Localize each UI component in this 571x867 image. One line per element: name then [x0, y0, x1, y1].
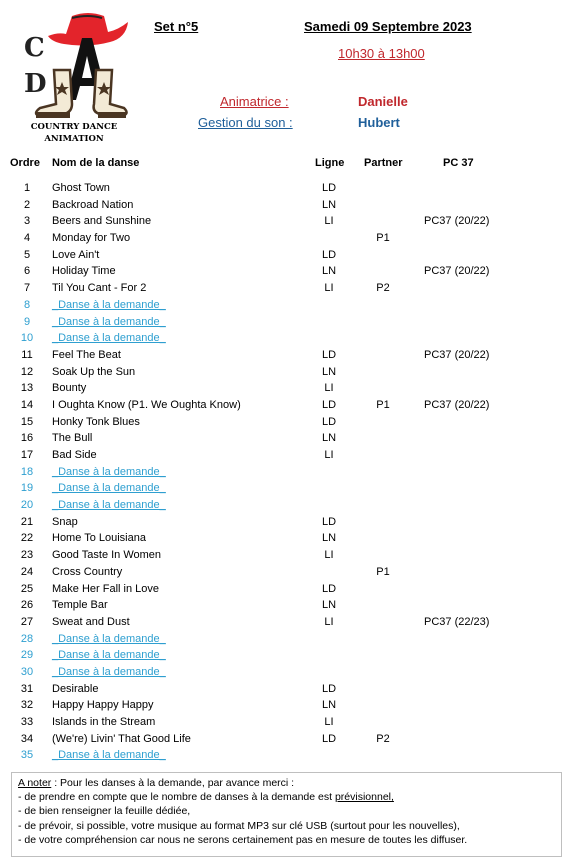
- dance-name: Make Her Fall in Love: [52, 582, 159, 595]
- col-header-ligne: Ligne: [315, 157, 345, 169]
- ligne-value: LN: [321, 265, 337, 278]
- row-number: 15: [20, 415, 34, 428]
- col-header-partner: Partner: [364, 157, 403, 169]
- ligne-value: LI: [324, 716, 334, 728]
- ligne-value: LD: [321, 348, 337, 361]
- table-row: [0, 564, 571, 581]
- dance-name: Bounty: [52, 382, 87, 395]
- table-row: [0, 314, 571, 331]
- row-number: 31: [20, 682, 34, 695]
- row-number: 16: [20, 432, 34, 445]
- ligne-value: LD: [321, 682, 337, 695]
- table-row: [0, 330, 571, 347]
- table-row: [0, 280, 571, 297]
- ligne-value: LD: [321, 182, 337, 194]
- logo-caption-2: ANIMATION: [44, 134, 104, 144]
- animatrice-value: Danielle: [358, 94, 408, 109]
- table-row: [0, 197, 571, 214]
- dance-name: Sweat and Dust: [52, 615, 130, 628]
- table-row: [0, 714, 571, 731]
- table-row: [0, 297, 571, 314]
- pc37-value: PC37 (20/22): [424, 398, 490, 411]
- note-intro: [18, 776, 555, 790]
- row-number: 34: [20, 732, 34, 745]
- dance-name: _Danse à la demande_: [52, 482, 166, 495]
- note-box: [11, 772, 562, 857]
- col-header-pc37: PC 37: [443, 157, 474, 169]
- dance-name: _Danse à la demande_: [52, 298, 166, 311]
- dance-name: Beers and Sunshine: [52, 215, 152, 228]
- ligne-value: LN: [321, 432, 337, 445]
- dance-name: Happy Happy Happy: [52, 699, 154, 712]
- row-number: 6: [23, 265, 31, 278]
- partner-value: P1: [376, 232, 390, 245]
- pc37-value: PC37 (20/22): [424, 265, 490, 278]
- row-number: 1: [23, 182, 31, 194]
- ligne-value: LD: [321, 398, 337, 411]
- row-number: 19: [20, 482, 34, 495]
- row-number: 21: [20, 515, 34, 528]
- table-row: [0, 681, 571, 698]
- note-title: A noter: [18, 777, 52, 789]
- table-row: [0, 247, 571, 264]
- dance-name: _Danse à la demande_: [52, 499, 166, 512]
- ligne-value: LD: [321, 248, 337, 261]
- ligne-value: LN: [321, 599, 337, 612]
- row-number: 29: [20, 649, 34, 662]
- table-row: [0, 697, 571, 714]
- note-line-2: - de bien renseigner la feuille dédiée,: [18, 805, 191, 818]
- dance-name: Desirable: [52, 682, 99, 695]
- dance-name: _Danse à la demande_: [52, 632, 166, 645]
- row-number: 32: [20, 699, 34, 712]
- partner-value: P1: [376, 565, 390, 578]
- ligne-value: LD: [321, 582, 337, 595]
- row-number: 18: [20, 465, 34, 478]
- table-row: [0, 597, 571, 614]
- partner-value: P1: [376, 398, 390, 411]
- table-row: [0, 414, 571, 431]
- table-row: [0, 747, 571, 764]
- set-number: Set n°5: [154, 19, 199, 34]
- dance-name: Good Taste In Women: [52, 549, 162, 562]
- dance-name: Monday for Two: [52, 232, 131, 245]
- table-row: [0, 480, 571, 497]
- table-row: [0, 430, 571, 447]
- event-date: Samedi 09 Septembre 2023: [304, 19, 472, 34]
- dance-name: _Danse à la demande_: [52, 332, 166, 345]
- dance-name: Cross Country: [52, 565, 123, 578]
- dance-list: [0, 180, 571, 764]
- table-row: [0, 647, 571, 664]
- row-number: 11: [21, 348, 33, 361]
- dance-name: Ghost Town: [52, 182, 110, 194]
- animatrice-label: Animatrice :: [220, 94, 289, 109]
- row-number: 2: [23, 198, 31, 211]
- dance-name: Soak Up the Sun: [52, 365, 136, 378]
- table-row: [0, 447, 571, 464]
- table-row: [0, 530, 571, 547]
- row-number: 13: [20, 382, 34, 395]
- table-row: [0, 180, 571, 197]
- ligne-value: LD: [321, 515, 337, 528]
- note-line-3: - de prévoir, si possible, votre musique au format MP3 sur clé USB (surtout pour les nouvelles),: [18, 819, 460, 832]
- table-row: [0, 581, 571, 598]
- dance-name: Home To Louisiana: [52, 532, 146, 545]
- table-row: [0, 547, 571, 564]
- dance-name: Bad Side: [52, 449, 97, 461]
- table-row: [0, 364, 571, 381]
- note-line-1: [18, 790, 555, 804]
- pc37-value: PC37 (20/22): [424, 348, 490, 361]
- pc37-value: PC37 (22/23): [424, 615, 490, 628]
- row-number: 3: [23, 215, 31, 228]
- row-number: 8: [23, 298, 31, 311]
- row-number: 27: [20, 615, 34, 628]
- partner-value: P2: [376, 282, 390, 295]
- ligne-value: LN: [321, 532, 337, 545]
- row-number: 22: [20, 532, 34, 545]
- table-row: [0, 731, 571, 748]
- row-number: 30: [20, 665, 34, 678]
- dance-name: I Oughta Know (P1. We Oughta Know): [52, 398, 241, 411]
- row-number: 14: [20, 398, 34, 411]
- dance-name: Temple Bar: [52, 599, 108, 612]
- row-number: 35: [20, 749, 34, 762]
- pc37-value: PC37 (20/22): [424, 215, 490, 228]
- note-intro-text: : Pour les danses à la demande, par avance merci :: [51, 777, 295, 789]
- dance-name: Holiday Time: [52, 265, 116, 278]
- note-line-1-emphasis: prévisionnel,: [334, 791, 394, 804]
- cda-logo: [18, 8, 130, 148]
- row-number: 12: [20, 365, 34, 378]
- logo-caption-1: COUNTRY DANCE: [30, 122, 118, 132]
- ligne-value: LI: [324, 549, 334, 562]
- event-time: 10h30 à 13h00: [338, 46, 425, 61]
- ligne-value: LI: [324, 215, 334, 228]
- row-number: 7: [23, 282, 31, 295]
- table-row: [0, 664, 571, 681]
- ligne-value: LI: [324, 282, 334, 295]
- row-number: 5: [23, 248, 31, 261]
- dance-name: Snap: [52, 515, 78, 528]
- ligne-value: LN: [321, 699, 337, 712]
- sound-value: Hubert: [358, 115, 400, 130]
- sound-label: Gestion du son :: [198, 115, 293, 130]
- ligne-value: LN: [321, 365, 337, 378]
- dance-name: Feel The Beat: [52, 348, 121, 361]
- table-row: [0, 614, 571, 631]
- row-number: 17: [20, 449, 34, 461]
- row-number: 9: [23, 315, 31, 328]
- dance-name: Honky Tonk Blues: [52, 415, 140, 428]
- table-row: [0, 497, 571, 514]
- table-row: [0, 464, 571, 481]
- dance-name: Love Ain't: [52, 248, 100, 261]
- table-row: [0, 213, 571, 230]
- dance-name: _Danse à la demande_: [52, 665, 166, 678]
- ligne-value: LI: [324, 449, 334, 461]
- row-number: 20: [20, 499, 34, 512]
- dance-name: _Danse à la demande_: [52, 315, 166, 328]
- svg-text:D: D: [24, 69, 47, 99]
- row-number: 28: [20, 632, 34, 645]
- ligne-value: LD: [321, 415, 337, 428]
- dance-name: _Danse à la demande_: [52, 749, 166, 762]
- row-number: 26: [20, 599, 34, 612]
- note-line-1-text: - de prendre en compte que le nombre de danses à la demande est: [18, 791, 335, 804]
- dance-name: Til You Cant - For 2: [52, 282, 147, 295]
- row-number: 4: [23, 232, 31, 245]
- ligne-value: LD: [321, 732, 337, 745]
- table-row: [0, 514, 571, 531]
- dance-name: Islands in the Stream: [52, 716, 156, 728]
- ligne-value: LN: [321, 198, 337, 211]
- dance-name: (We're) Livin' That Good Life: [52, 732, 191, 745]
- row-number: 33: [20, 716, 34, 728]
- table-row: [0, 347, 571, 364]
- table-row: [0, 380, 571, 397]
- table-row: [0, 397, 571, 414]
- row-number: 25: [20, 582, 34, 595]
- row-number: 10: [20, 332, 34, 345]
- col-header-ordre: Ordre: [10, 157, 40, 169]
- ligne-value: LI: [324, 382, 334, 395]
- dance-name: Backroad Nation: [52, 198, 134, 211]
- row-number: 24: [20, 565, 34, 578]
- table-row: [0, 631, 571, 648]
- dance-name: _Danse à la demande_: [52, 465, 166, 478]
- ligne-value: LI: [324, 615, 334, 628]
- partner-value: P2: [376, 732, 390, 745]
- dance-name: _Danse à la demande_: [52, 649, 166, 662]
- table-row: [0, 263, 571, 280]
- col-header-name: Nom de la danse: [52, 157, 140, 169]
- note-line-4: - de votre compréhension car nous ne serons certainement pas en mesure de toutes les diffuser.: [18, 833, 468, 846]
- dance-name: The Bull: [52, 432, 93, 445]
- row-number: 23: [20, 549, 34, 562]
- table-row: [0, 230, 571, 247]
- svg-text:C: C: [24, 33, 45, 63]
